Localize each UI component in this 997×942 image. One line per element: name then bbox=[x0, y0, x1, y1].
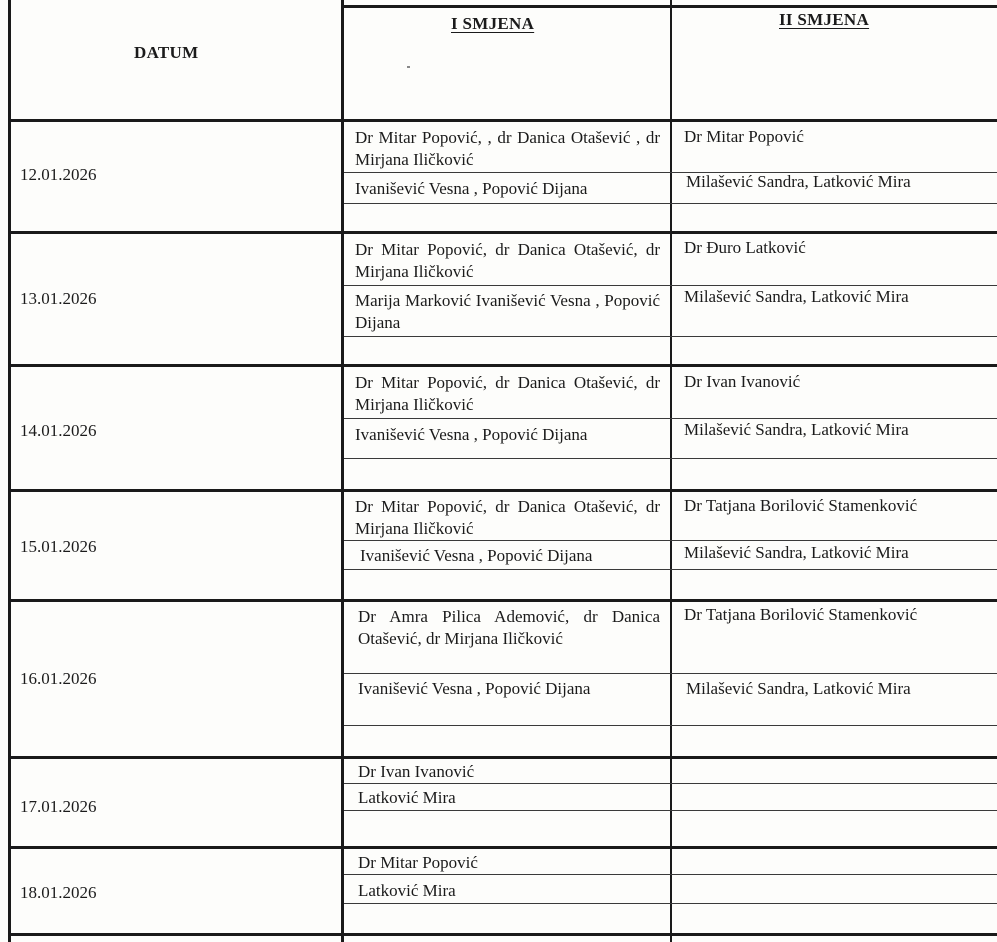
subrow-border bbox=[344, 336, 997, 337]
shift1-doctors: Dr Ivan Ivanović bbox=[358, 762, 475, 781]
subrow-border bbox=[344, 458, 997, 459]
subrow-border bbox=[344, 203, 997, 204]
shift2-doctors: Dr Tatjana Borilović Stamenković bbox=[684, 496, 918, 515]
shift2-staff: Milašević Sandra, Latković Mira bbox=[684, 287, 909, 306]
subrow-border bbox=[344, 725, 997, 726]
header-shift-2: II SMJENA bbox=[779, 10, 870, 29]
table-border-left bbox=[8, 0, 11, 942]
shift2-staff: Milašević Sandra, Latković Mira bbox=[684, 543, 909, 562]
shift1-doctors: Dr Mitar Popović bbox=[358, 853, 478, 872]
shift1-doctors: Dr Mitar Popović, dr Danica Otašević, dr Mirjana Iličković bbox=[355, 373, 660, 414]
shift2-doctors: Dr Đuro Latković bbox=[684, 238, 806, 257]
subrow-border bbox=[344, 783, 997, 784]
row-border bbox=[8, 489, 997, 492]
shift2-doctors: Dr Ivan Ivanović bbox=[684, 372, 801, 391]
shift1-doctors: Dr Amra Pilica Ademović, dr Danica Otašević, dr Mirjana Iličković bbox=[358, 607, 660, 648]
subrow-border bbox=[344, 673, 997, 674]
date-cell: 16.01.2026 bbox=[20, 669, 97, 688]
row-border bbox=[8, 756, 997, 759]
scan-speck bbox=[407, 66, 410, 68]
shift2-doctors: Dr Mitar Popović bbox=[684, 127, 804, 146]
shift1-staff: Ivanišević Vesna , Popović Dijana bbox=[360, 546, 593, 565]
row-border bbox=[8, 846, 997, 849]
shift2-staff: Milašević Sandra, Latković Mira bbox=[684, 420, 909, 439]
column-divider-date bbox=[341, 0, 344, 942]
shift1-staff: Latković Mira bbox=[358, 881, 456, 900]
date-cell: 14.01.2026 bbox=[20, 421, 97, 440]
shift1-staff: Ivanišević Vesna , Popović Dijana bbox=[358, 679, 591, 698]
row-border bbox=[8, 933, 997, 936]
subrow-border bbox=[344, 569, 997, 570]
shift1-staff: Marija Marković Ivanišević Vesna , Popović Dijana bbox=[355, 291, 660, 332]
shift1-doctors: Dr Mitar Popović, dr Danica Otašević, dr Mirjana Iličković bbox=[355, 240, 660, 281]
date-cell: 17.01.2026 bbox=[20, 797, 97, 816]
row-border bbox=[8, 599, 997, 602]
shift2-staff: Milašević Sandra, Latković Mira bbox=[686, 172, 911, 191]
subrow-border bbox=[344, 903, 997, 904]
row-border bbox=[8, 364, 997, 367]
shift2-doctors: Dr Tatjana Borilović Stamenković bbox=[684, 605, 918, 624]
subrow-border bbox=[344, 810, 997, 811]
subrow-border bbox=[344, 874, 997, 875]
row-border bbox=[8, 231, 997, 234]
header-datum: DATUM bbox=[134, 43, 199, 62]
date-cell: 18.01.2026 bbox=[20, 883, 97, 902]
shift1-staff: Ivanišević Vesna , Popović Dijana bbox=[355, 425, 588, 444]
date-cell: 12.01.2026 bbox=[20, 165, 97, 184]
shift2-staff: Milašević Sandra, Latković Mira bbox=[686, 679, 911, 698]
shift1-doctors: Dr Mitar Popović, dr Danica Otašević, dr Mirjana Iličković bbox=[355, 497, 660, 538]
row-border bbox=[8, 119, 997, 122]
date-cell: 15.01.2026 bbox=[20, 537, 97, 556]
shift1-staff: Ivanišević Vesna , Popović Dijana bbox=[355, 179, 588, 198]
header-shift-1: I SMJENA bbox=[451, 14, 535, 33]
shift1-staff: Latković Mira bbox=[358, 788, 456, 807]
date-cell: 13.01.2026 bbox=[20, 289, 97, 308]
shift1-doctors: Dr Mitar Popović, , dr Danica Otašević , dr Mirjana Iličković bbox=[355, 128, 660, 169]
column-divider-shift bbox=[670, 0, 672, 942]
header-top-border bbox=[341, 5, 997, 8]
